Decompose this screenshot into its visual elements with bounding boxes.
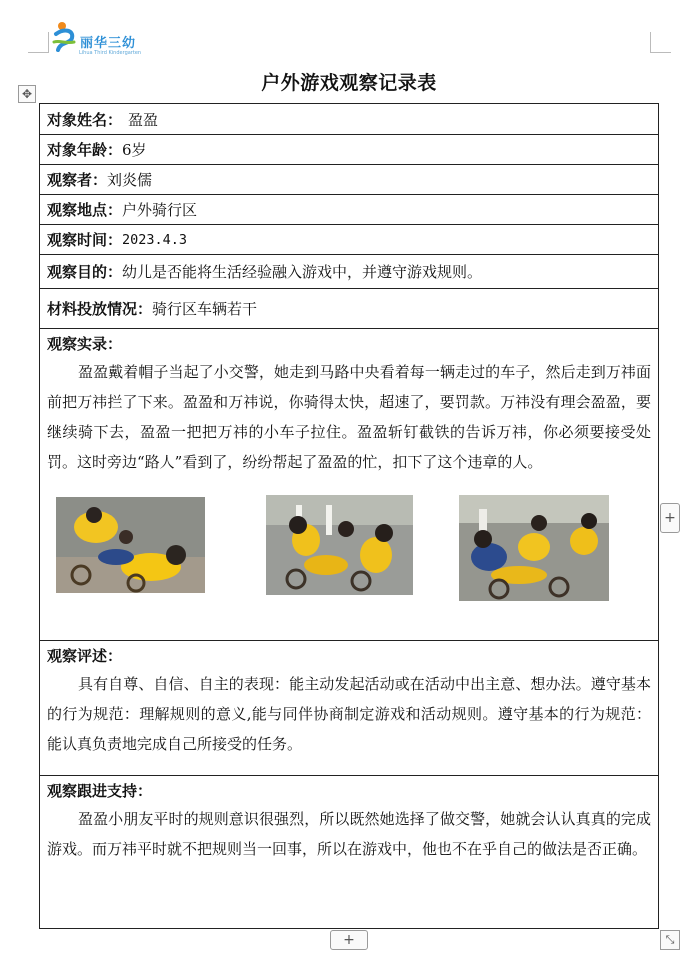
time-label: 观察时间： [47,231,123,249]
table-move-handle[interactable]: ✥ [18,85,36,103]
support-label: 观察跟进支持： [47,782,153,800]
support-section [40,776,658,928]
row-place [40,195,658,225]
page-corner-mark [28,32,49,53]
observer-label: 观察者： [47,171,108,189]
review-text: 具有自尊、自信、自主的表现：能主动发起活动或在活动中出主意、想办法。遵守基本的行为规范：理解规则的意义,能与同伴协商制定游戏和活动规则。遵守基本的行为规范：能认真负责地完成自己所接受的任务。 [47,675,651,753]
row-age [40,135,658,165]
add-row-button[interactable]: + [330,930,368,950]
observer-value: 刘炎儒 [107,171,153,189]
photo-children-riding-2 [266,495,413,595]
place-value: 户外骑行区 [122,201,198,219]
record-text: 盈盈戴着帽子当起了小交警，她走到马路中央看着每一辆走过的车子，然后走到万祎面前把万祎拦了下来。盈盈和万祎说，你骑得太快，超速了，要罚款。万祎没有理会盈盈，要继续骑下去，盈盈一把把万祎的小车子拉住。盈盈斩钉截铁的告诉万祎，你必须要接受处罚。这时旁边“路人”看到了，纷纷帮起了盈盈的忙，扣下了这个违章的人。 [47,363,651,471]
record-label: 观察实录： [47,335,123,353]
purpose-value: 幼儿是否能将生活经验融入游戏中，并遵守游戏规则。 [122,263,483,281]
row-name [40,104,658,135]
time-value: 2023.4.3 [122,231,188,248]
page-corner-mark [650,32,671,53]
row-purpose [40,255,658,289]
materials-value: 骑行区车辆若干 [152,300,258,318]
row-observer [40,165,658,195]
record-section [40,329,658,641]
logo-mark-icon [52,20,80,54]
row-materials [40,289,658,329]
observation-form-table [39,103,659,929]
kindergarten-logo [52,20,162,60]
purpose-label: 观察目的： [47,263,123,281]
logo-name: 丽华三幼 [80,36,137,51]
support-text: 盈盈小朋友平时的规则意识很强烈，所以既然她选择了做交警，她就会认认真真的完成游戏。而万祎平时就不把规则当一回事，所以在游戏中，他也不在乎自己的做法是否正确。 [47,810,651,858]
name-value: 盈盈 [128,110,159,129]
photo-strip [40,497,658,609]
age-label: 对象年龄： [47,141,123,159]
add-column-button[interactable]: + [660,503,680,533]
row-time [40,225,658,255]
place-label: 观察地点： [47,201,123,219]
photo-children-riding-1 [56,497,205,593]
name-label: 对象姓名： [47,110,123,129]
document-title: 户外游戏观察记录表 [261,72,437,94]
review-section [40,641,658,776]
photo-children-riding-3 [459,495,609,601]
logo-subtitle: Lihua Third Kindergarten [79,50,142,56]
table-resize-handle[interactable]: ⤡ [660,930,680,950]
review-label: 观察评述： [47,647,123,665]
age-value: 6岁 [122,141,147,159]
materials-label: 材料投放情况： [47,300,153,318]
